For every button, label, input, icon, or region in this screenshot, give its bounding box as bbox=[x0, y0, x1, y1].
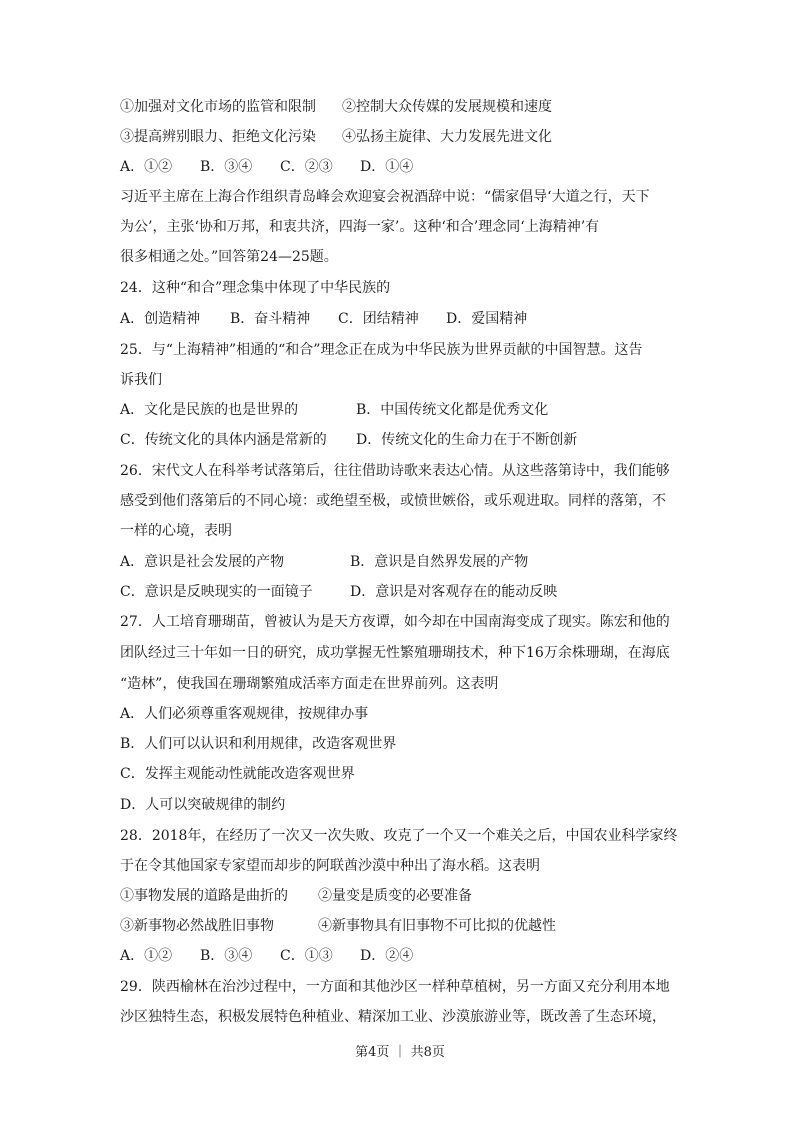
answer-choice: C．①③ bbox=[280, 948, 333, 964]
answer-choice: A．意识是社会发展的产物 bbox=[120, 554, 285, 570]
answer-choice: C．传统文化的具体内涵是常新的 bbox=[120, 432, 327, 448]
answer-choice: A．创造精神 bbox=[120, 311, 201, 327]
answer-choice: D．传统文化的生命力在于不断创新 bbox=[356, 432, 578, 448]
question-25-stem: 诉我们 bbox=[120, 372, 162, 388]
answer-choices-row bbox=[120, 430, 690, 450]
question-28-stem: 28．2018年，在经历了一次又一次失败、攻克了一个又一个难关之后，中国农业科学家终 bbox=[120, 828, 678, 844]
answer-choice: D．人可以突破规律的制约 bbox=[120, 797, 286, 813]
question-27-stem: 27．人工培育珊瑚苗，曾被认为是天方夜谭，如今却在中国南海变成了现实。陈宏和他的 bbox=[120, 614, 670, 630]
answer-choice: A．①② bbox=[120, 948, 173, 964]
answer-choice: D．①④ bbox=[360, 159, 414, 175]
answer-choices-row bbox=[120, 552, 690, 572]
answer-choice: D．意识是对客观存在的能动反映 bbox=[350, 584, 558, 600]
option-text: ②控制大众传媒的发展规模和速度 bbox=[342, 99, 552, 115]
answer-choice: C．发挥主观能动性就能改造客观世界 bbox=[120, 766, 355, 782]
answer-choice: A．①② bbox=[120, 159, 173, 175]
passage-line: 习近平主席在上海合作组织青岛峰会欢迎宴会祝酒辞中说：“儒家倡导‘大道之行，天下 bbox=[120, 189, 650, 205]
answer-choices-row bbox=[120, 400, 690, 420]
passage-line: 为公’，主张‘协和万邦，和衷共济，四海一家’。这种‘和合’理念同‘上海精神’有 bbox=[120, 219, 600, 235]
answer-choice: C．意识是反映现实的一面镜子 bbox=[120, 584, 313, 600]
answer-choice: B．③④ bbox=[200, 159, 253, 175]
option-row bbox=[120, 97, 690, 117]
option-text: ④新事物具有旧事物不可比拟的优越性 bbox=[318, 918, 556, 934]
answer-choice: C．团结精神 bbox=[338, 311, 419, 327]
answer-choice: A．文化是民族的也是世界的 bbox=[120, 402, 299, 418]
answer-choice: B．人们可以认识和利用规律，改造客观世界 bbox=[120, 736, 397, 752]
answer-choice: D．②④ bbox=[360, 948, 414, 964]
question-29-stem: 沙区独特生态，积极发展特色种植业、精深加工业、沙漠旅游业等，既改善了生态环境， bbox=[120, 1009, 666, 1025]
question-27-stem: “造林”，使我国在珊瑚繁殖成活率方面走在世界前列。这表明 bbox=[120, 676, 499, 692]
question-24-stem: 24．这种“和合”理念集中体现了中华民族的 bbox=[120, 280, 391, 296]
answer-choices-row bbox=[120, 582, 690, 602]
answer-choices-row bbox=[120, 946, 690, 966]
answer-choices-row bbox=[120, 157, 690, 177]
question-26-stem: 一样的心境，表明 bbox=[120, 523, 232, 539]
answer-choice: A．人们必须尊重客观规律，按规律办事 bbox=[120, 706, 369, 722]
option-row bbox=[120, 886, 690, 906]
option-text: ①事物发展的道路是曲折的 bbox=[120, 888, 288, 904]
answer-choices-row bbox=[120, 309, 690, 329]
option-text: ②量变是质变的必要准备 bbox=[318, 888, 472, 904]
option-text: ③提高辨别眼力、拒绝文化污染 bbox=[120, 129, 316, 145]
answer-choice: B．③④ bbox=[200, 948, 253, 964]
passage-line: 很多相通之处。”回答第24—25题。 bbox=[120, 249, 338, 265]
question-29-stem: 29．陕西榆林在治沙过程中，一方面和其他沙区一样种草植树，另一方面又充分利用本地 bbox=[120, 979, 670, 995]
page-footer: 第4页 ｜ 共8页 bbox=[355, 1045, 445, 1060]
option-row bbox=[120, 127, 690, 147]
option-row bbox=[120, 916, 690, 936]
answer-choice: B．意识是自然界发展的产物 bbox=[350, 554, 529, 570]
answer-choice: D．爱国精神 bbox=[446, 311, 528, 327]
question-26-stem: 感受到他们落第后的不同心境：或绝望至极，或愤世嫉俗，或乐观进取。同样的落第，不 bbox=[120, 493, 666, 509]
question-26-stem: 26．宋代文人在科举考试落第后，往往借助诗歌来表达心情。从这些落第诗中，我们能够 bbox=[120, 463, 670, 479]
question-25-stem: 25．与“上海精神”相通的“和合”理念正在成为中华民族为世界贡献的中国智慧。这告 bbox=[120, 342, 643, 358]
answer-choice: C．②③ bbox=[280, 159, 333, 175]
question-27-stem: 团队经过三十年如一日的研究，成功掌握无性繁殖珊瑚技术，种下16万余株珊瑚，在海底 bbox=[120, 645, 670, 661]
answer-choice: B．中国传统文化都是优秀文化 bbox=[356, 402, 549, 418]
option-text: ④弘扬主旋律、大力发展先进文化 bbox=[342, 129, 552, 145]
option-text: ①加强对文化市场的监管和限制 bbox=[120, 99, 316, 115]
question-28-stem: 于在令其他国家专家望而却步的阿联酋沙漠中种出了海水稻。这表明 bbox=[120, 858, 540, 874]
option-text: ③新事物必然战胜旧事物 bbox=[120, 918, 274, 934]
answer-choice: B．奋斗精神 bbox=[230, 311, 311, 327]
